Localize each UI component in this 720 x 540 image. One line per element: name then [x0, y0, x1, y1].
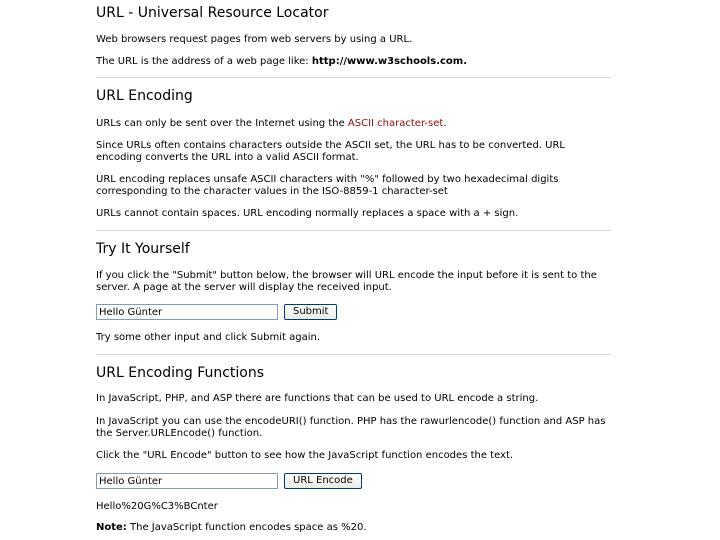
encode-form [96, 473, 362, 489]
example-url: http://www.w3schools.com. [311, 56, 468, 67]
paragraph-conversion: Since URLs often contains characters outside the ASCII set, the URL has to be converted. URL encoding converts the URL into a valid ASCII format. [96, 140, 565, 163]
divider [96, 354, 611, 355]
divider [96, 230, 611, 231]
section-title-try-it: Try It Yourself [96, 241, 190, 257]
note-text: The JavaScript function encodes space as %20. [126, 522, 367, 533]
paragraph-ascii [96, 118, 447, 130]
section-title-encoding-functions: URL Encoding Functions [96, 365, 265, 381]
note-label: Note: [96, 522, 127, 533]
paragraph-note [96, 522, 367, 534]
submit-form [96, 304, 337, 320]
ascii-suffix: . [443, 118, 447, 129]
encode-text-input[interactable] [96, 473, 278, 489]
paragraph-submit-info: If you click the "Submit" button below, the browser will URL encode the input before it is sent to the server. A page at the server will display the received input. [96, 270, 597, 293]
encoded-output: Hello%20G%C3%BCnter [96, 501, 218, 512]
ascii-text: URLs can only be sent over the Internet using the [96, 118, 348, 129]
paragraph-functions-detail: In JavaScript you can use the encodeURI() function. PHP has the rawurlencode() function and ASP has the Server.URLEncode() function. [96, 416, 606, 439]
paragraph-try-again: Try some other input and click Submit again. [96, 332, 321, 343]
text-input[interactable] [96, 304, 278, 320]
paragraph-url-intro: Web browsers request pages from web servers by using a URL. [96, 34, 413, 45]
url-address-text: The URL is the address of a web page like: [96, 56, 312, 67]
section-title-url: URL - Universal Resource Locator [96, 5, 329, 21]
paragraph-functions-intro: In JavaScript, PHP, and ASP there are functions that can be used to URL encode a string. [96, 393, 539, 404]
ascii-character-set-link[interactable]: ASCII character-set [347, 118, 444, 129]
paragraph-spaces: URLs cannot contain spaces. URL encoding normally replaces a space with a + sign. [96, 208, 519, 219]
paragraph-replacement: URL encoding replaces unsafe ASCII characters with "%" followed by two hexadecimal digits corresponding to the character values in the ISO-8859-1 character-set [96, 174, 559, 197]
divider [96, 77, 611, 78]
submit-button[interactable]: Submit [284, 304, 337, 320]
paragraph-encode-instructions: Click the "URL Encode" button to see how the JavaScript function encodes the text. [96, 450, 514, 461]
paragraph-url-address [96, 56, 467, 68]
url-encode-button[interactable]: URL Encode [284, 473, 362, 489]
section-title-url-encoding: URL Encoding [96, 88, 193, 104]
